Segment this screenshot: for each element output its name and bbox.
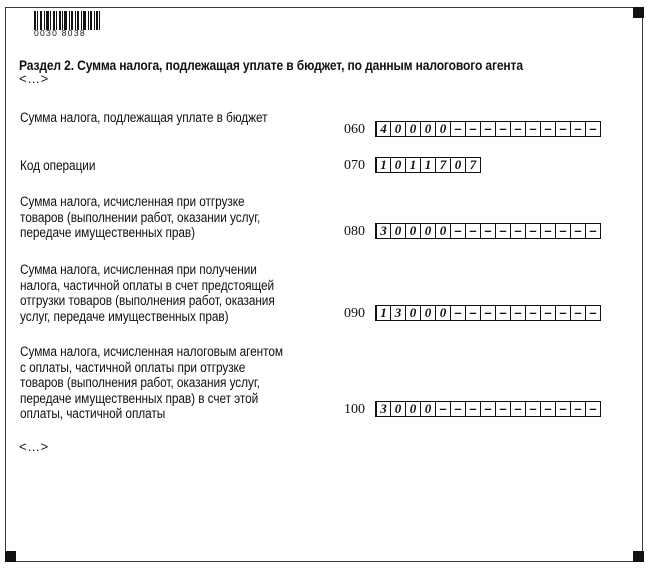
digit-cell[interactable]: – [450,401,466,417]
digit-cell[interactable]: – [510,223,526,239]
corner-marker-bottom-right [633,551,644,562]
digit-cell[interactable]: – [510,121,526,137]
digit-cell[interactable]: 3 [375,223,391,239]
digit-cell[interactable]: – [465,121,481,137]
line-code-080: 080 [344,224,365,239]
cells-060[interactable] [375,121,601,137]
digit-cell[interactable]: – [585,121,601,137]
field-label-080: Сумма налога, исчисленная при отгрузке товаров (выполнении работ, оказании услуг, передаче имущественных прав) [20,194,261,241]
digit-cell[interactable]: – [555,121,571,137]
digit-cell[interactable]: – [540,305,556,321]
digit-cell[interactable]: 1 [375,305,391,321]
digit-cell[interactable]: – [450,305,466,321]
digit-cell[interactable]: – [525,401,541,417]
digit-cell[interactable]: – [435,401,451,417]
digit-cell[interactable]: 0 [420,223,436,239]
field-label-070: Код операции [20,158,96,173]
digit-cell[interactable]: 3 [375,401,391,417]
digit-cell[interactable]: – [555,305,571,321]
digit-cell[interactable]: – [585,401,601,417]
digit-cell[interactable]: 0 [435,305,451,321]
digit-cell[interactable]: 0 [405,223,421,239]
digit-cell[interactable]: – [495,305,511,321]
digit-cell[interactable]: – [585,305,601,321]
digit-cell[interactable]: – [450,121,466,137]
digit-cell[interactable]: – [480,121,496,137]
digit-cell[interactable]: – [570,121,586,137]
digit-cell[interactable]: 7 [435,157,451,173]
line-code-060: 060 [344,122,365,137]
digit-cell[interactable]: 3 [390,305,406,321]
digit-cell[interactable]: – [555,223,571,239]
digit-cell[interactable]: – [570,305,586,321]
digit-cell[interactable]: – [510,305,526,321]
digit-cell[interactable]: 0 [420,401,436,417]
line-code-070: 070 [344,158,365,173]
digit-cell[interactable]: – [480,401,496,417]
digit-cell[interactable]: 0 [420,305,436,321]
digit-cell[interactable]: 0 [390,121,406,137]
digit-cell[interactable]: – [570,401,586,417]
digit-cell[interactable]: – [465,401,481,417]
digit-cell[interactable]: – [480,305,496,321]
digit-cell[interactable]: – [540,121,556,137]
digit-cell[interactable]: 1 [375,157,391,173]
digit-cell[interactable]: 0 [435,121,451,137]
digit-cell[interactable]: – [510,401,526,417]
cells-090[interactable] [375,305,601,321]
cells-100[interactable] [375,401,601,417]
digit-cell[interactable]: – [495,121,511,137]
field-label-060: Сумма налога, подлежащая уплате в бюджет [20,110,268,125]
line-code-090: 090 [344,306,365,321]
digit-cell[interactable]: 0 [405,401,421,417]
section-title: Раздел 2. Сумма налога, подлежащая уплате в бюджет, по данным налогового агента [19,57,523,73]
barcode-number: 0030 8038 [34,28,86,38]
digit-cell[interactable]: – [495,401,511,417]
omission-marker-top: <…> [19,71,49,86]
digit-cell[interactable]: 0 [405,121,421,137]
digit-cell[interactable]: – [525,121,541,137]
corner-marker-top-right [633,7,644,18]
digit-cell[interactable]: – [465,223,481,239]
digit-cell[interactable]: – [480,223,496,239]
digit-cell[interactable]: – [450,223,466,239]
digit-cell[interactable]: 0 [435,223,451,239]
digit-cell[interactable]: – [570,223,586,239]
digit-cell[interactable]: 7 [465,157,481,173]
digit-cell[interactable]: 1 [405,157,421,173]
corner-marker-bottom-left [5,551,16,562]
digit-cell[interactable]: – [465,305,481,321]
digit-cell[interactable]: – [540,401,556,417]
cells-080[interactable] [375,223,601,239]
line-code-100: 100 [344,402,365,417]
omission-marker-bottom: <…> [19,439,49,454]
field-label-100: Сумма налога, исчисленная налоговым агентом с оплаты, частичной оплаты при отгрузке товаров (выполнения работ, оказания услуг, передаче имущественных прав) в счет этой оплаты, частичной оплаты [20,344,283,422]
cells-070[interactable] [375,157,481,173]
digit-cell[interactable]: 1 [420,157,436,173]
field-label-090: Сумма налога, исчисленная при получении налога, частичной оплаты в счет предстоящей отгрузки товаров (выполнения работ, оказания услуг, передаче имущественных прав) [20,262,275,324]
digit-cell[interactable]: – [585,223,601,239]
digit-cell[interactable]: 0 [405,305,421,321]
digit-cell[interactable]: 0 [390,157,406,173]
digit-cell[interactable]: 0 [390,223,406,239]
digit-cell[interactable]: – [525,305,541,321]
digit-cell[interactable]: 4 [375,121,391,137]
digit-cell[interactable]: – [495,223,511,239]
digit-cell[interactable]: 0 [450,157,466,173]
digit-cell[interactable]: – [555,401,571,417]
digit-cell[interactable]: – [525,223,541,239]
digit-cell[interactable]: – [540,223,556,239]
digit-cell[interactable]: 0 [420,121,436,137]
digit-cell[interactable]: 0 [390,401,406,417]
